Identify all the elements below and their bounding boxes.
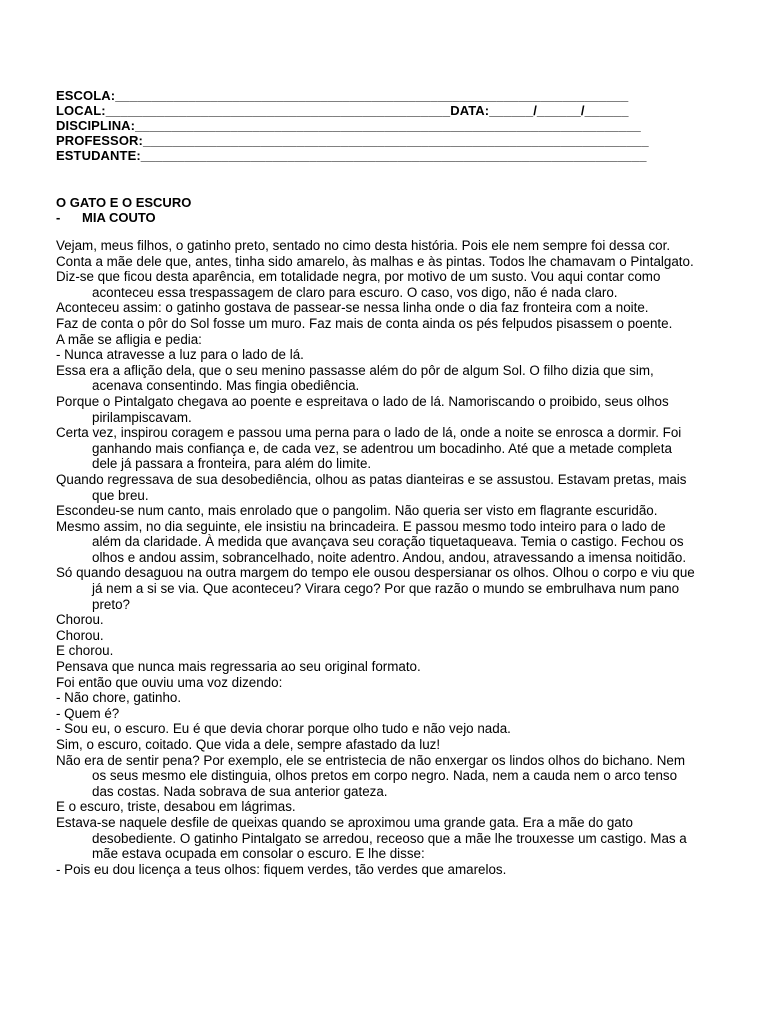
story-paragraph: Certa vez, inspirou coragem e passou uma perna para o lado de lá, onde a noite se enrosca a dormir. Foi ganhando mais confiança e, de cada vez, se adentrou um bocadinho. Até que a metade completa dele já passara a fronteira, para além do limite.	[56, 425, 682, 472]
story-paragraph: Conta a mãe dele que, antes, tinha sido amarelo, às malhas e às pintas. Todos lhe chamavam o Pintalgato.	[56, 253, 694, 269]
story-paragraph: E chorou.	[56, 643, 114, 659]
story-paragraph: Não era de sentir pena? Por exemplo, ele se entristecia de não enxergar os lindos olhos do bichano. Nem os seus mesmo ele distinguia, olhos pretos em corpo negro. Nada, nem a cauda nem o arco tenso das costas. Nada sobrava de sua anterior gateza.	[56, 752, 685, 799]
story-paragraph: Chorou.	[56, 627, 104, 643]
story-paragraph: Chorou.	[56, 612, 104, 628]
story-title: O GATO E O ESCURO	[56, 195, 192, 210]
story-paragraph: Sim, o escuro, coitado. Que vida a dele, sempre afastado da luz!	[56, 737, 441, 752]
story-paragraph: - Sou eu, o escuro. Eu é que devia chorar porque olho tudo e não vejo nada.	[56, 721, 511, 737]
story-paragraph: Essa era a aflição dela, que o seu menino passasse além do pôr de algum Sol. O filho dizia que sim, acenava consentindo. Mas fingia obediência.	[56, 362, 654, 394]
story-paragraph: Diz-se que ficou desta aparência, em totalidade negra, por motivo de um susto. Vou aqui contar como aconteceu essa trespassagem de claro para escuro. O caso, vos digo, não é nada claro.	[56, 269, 661, 300]
story-paragraph: Só quando desaguou na outra margem do tempo ele ousou despersianar os olhos. Olhou o corpo e viu que já nem a si se via. Que aconteceu? Virara cego? Por que razão o mundo se embrulhava num pano preto?	[56, 565, 695, 612]
escola-field: ESCOLA:______________________________________________________________________	[56, 88, 629, 103]
story-paragraph: - Não chore, gatinho.	[56, 690, 182, 706]
story-paragraph: Quando regressava de sua desobediência, olhou as patas dianteiras e se assustou. Estavam pretas, mais que breu.	[56, 471, 687, 503]
story-author: - MIA COUTO	[56, 210, 156, 225]
story-paragraph: E o escuro, triste, desabou em lágrimas.	[56, 799, 296, 815]
professor-field: PROFESSOR:_____________________________________________________________________	[56, 133, 649, 148]
story-paragraph: Faz de conta o pôr do Sol fosse um muro. Faz mais de conta ainda os pés felpudos pisassem o poente.	[56, 315, 673, 331]
story-paragraph: Porque o Pintalgato chegava ao poente e espreitava o lado de lá. Namoriscando o proibido, seus olhos pirilampiscavam.	[56, 393, 669, 425]
estudante-field: ESTUDANTE:_____________________________________________________________________	[56, 148, 647, 163]
story-paragraph: - Pois eu dou licença a teus olhos: fiquem verdes, tão verdes que amarelos.	[56, 861, 507, 877]
story-paragraph: A mãe se afligia e pedia:	[56, 331, 202, 347]
story-paragraph: Mesmo assim, no dia seguinte, ele insistiu na brincadeira. E passou mesmo todo inteiro para o lado de além da claridade. À medida que avançava seu coração tiquetaqueava. Temia o castigo. Fechou os olhos e andou assim, sobrancelhado, noite adentro. Andou, andou, atravessando a imensa noitidão.	[56, 518, 687, 565]
story-paragraph: Aconteceu assim: o gatinho gostava de passear-se nessa linha onde o dia faz fronteira com a noite.	[56, 300, 649, 316]
story-paragraph: Foi então que ouviu uma voz dizendo:	[56, 674, 283, 690]
story-body	[56, 238, 696, 877]
story-paragraph: Escondeu-se num canto, mais enrolado que o pangolim. Não queria ser visto em flagrante escuridão.	[56, 503, 658, 519]
disciplina-field: DISCIPLINA:_____________________________________________________________________	[56, 118, 641, 133]
story-paragraph: Vejam, meus filhos, o gatinho preto, sentado no cimo desta história. Pois ele nem sempre foi dessa cor.	[56, 238, 671, 253]
story-paragraph: - Quem é?	[56, 705, 120, 721]
story-paragraph: - Nunca atravesse a luz para o lado de lá.	[56, 347, 304, 363]
local-data-field: LOCAL:_______________________________________________DATA:______/______/______	[56, 103, 629, 118]
story-paragraph: Estava-se naquele desfile de queixas quando se aproximou uma grande gata. Era a mãe do gato desobediente. O gatinho Pintalgato se arredou, receoso que a mãe lhe trouxesse um castigo. Mas a mãe estava ocupada em consolar o escuro. E lhe disse:	[56, 814, 687, 862]
story-paragraph: Pensava que nunca mais regressaria ao seu original formato.	[56, 659, 421, 675]
